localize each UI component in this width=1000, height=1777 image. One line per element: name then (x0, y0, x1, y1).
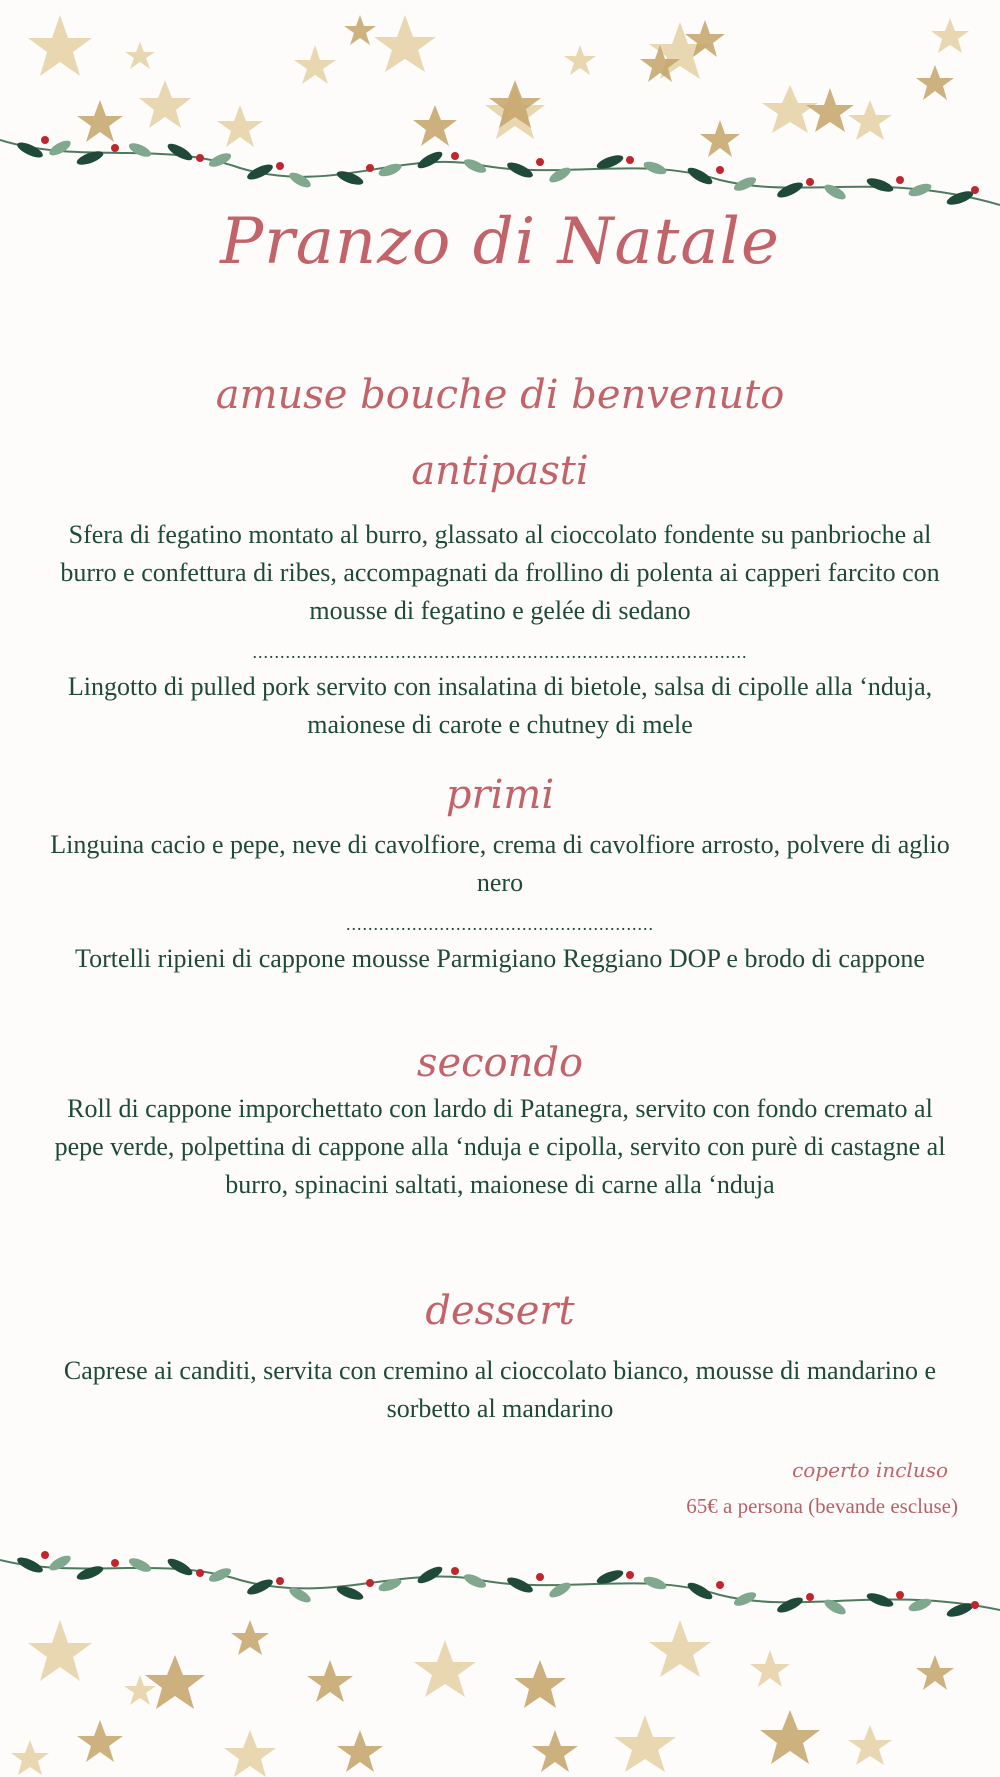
star-icon (750, 1650, 790, 1687)
bottom-garland-decoration (0, 1540, 1000, 1777)
star-icon (848, 100, 892, 140)
star-icon (614, 1715, 676, 1772)
primi-heading: primi (445, 772, 555, 818)
secondo-dish-1: Roll di cappone imporchettato con lardo di Patanegra, servito con fondo cremato al pepe verde, polpettina di cappone alla ‘nduja e cipolla, servito con purè di castagne al burro, spinacini saltati, maionese di carne alla ‘nduja (54, 1094, 946, 1199)
star-icon (414, 1640, 476, 1697)
dessert-dish-1: Caprese ai canditi, servita con cremino al cioccolato bianco, mousse di mandarino e sorbetto al mandarino (63, 1356, 937, 1423)
primi-dish-2: Tortelli ripieni di cappone mousse Parmigiano Reggiano DOP e brodo di cappone (75, 944, 925, 973)
antipasti-dish-1: Sfera di fegatino montato al burro, glassato al cioccolato fondente su panbrioche al burro e confettura di ribes, accompagnati da frollino di polenta ai capperi farcito con mousse di fegatino e gelée di sedano (60, 520, 940, 625)
holly-garland-icon (0, 1540, 1000, 1777)
star-icon (344, 15, 376, 45)
primi-dish-1: Linguina cacio e pepe, neve di cavolfiore, crema di cavolfiore arrosto, polvere di aglio nero (50, 830, 950, 897)
holly-garland-icon (0, 0, 1000, 230)
star-icon (231, 1620, 269, 1655)
star-icon (77, 1720, 123, 1762)
star-icon (564, 45, 596, 75)
coperto-note: coperto incluso (792, 1458, 948, 1482)
star-icon (125, 42, 155, 69)
star-icon (77, 100, 123, 142)
star-icon (532, 1730, 578, 1772)
star-icon (514, 1660, 566, 1708)
star-icon (374, 15, 436, 72)
star-icon (28, 1620, 92, 1681)
star-icon (762, 85, 818, 133)
star-icon (413, 105, 457, 146)
dessert-heading: dessert (425, 1288, 575, 1334)
star-icon (700, 120, 740, 157)
star-icon (224, 1730, 276, 1777)
separator: ........................................................ (346, 914, 654, 934)
star-icon (337, 1730, 383, 1772)
star-icon (294, 45, 336, 84)
secondo-heading: secondo (416, 1040, 584, 1086)
top-garland-decoration (0, 0, 1000, 230)
star-icon (760, 1710, 820, 1764)
star-icon (916, 1655, 954, 1690)
star-icon (649, 1620, 711, 1677)
amuse-bouche-heading: amuse bouche di benvenuto (215, 372, 785, 418)
separator: .......................................................................................... (252, 642, 748, 662)
price: 65€ a persona (bevande escluse) (686, 1494, 958, 1518)
star-icon (916, 65, 954, 100)
menu-title: Pranzo di Natale (220, 205, 780, 279)
star-icon (931, 18, 969, 53)
star-icon (307, 1660, 353, 1702)
star-icon (848, 1725, 892, 1765)
star-icon (28, 15, 92, 76)
star-icon (11, 1740, 49, 1775)
star-icon (806, 88, 854, 132)
star-icon (139, 80, 191, 128)
star-icon (217, 105, 263, 147)
antipasti-dish-2: Lingotto di pulled pork servito con insalatina di bietole, salsa di cipolle alla ‘nduja, maionese di carote e chutney di mele (67, 672, 933, 739)
star-icon (145, 1655, 205, 1709)
antipasti-heading: antipasti (411, 448, 589, 494)
